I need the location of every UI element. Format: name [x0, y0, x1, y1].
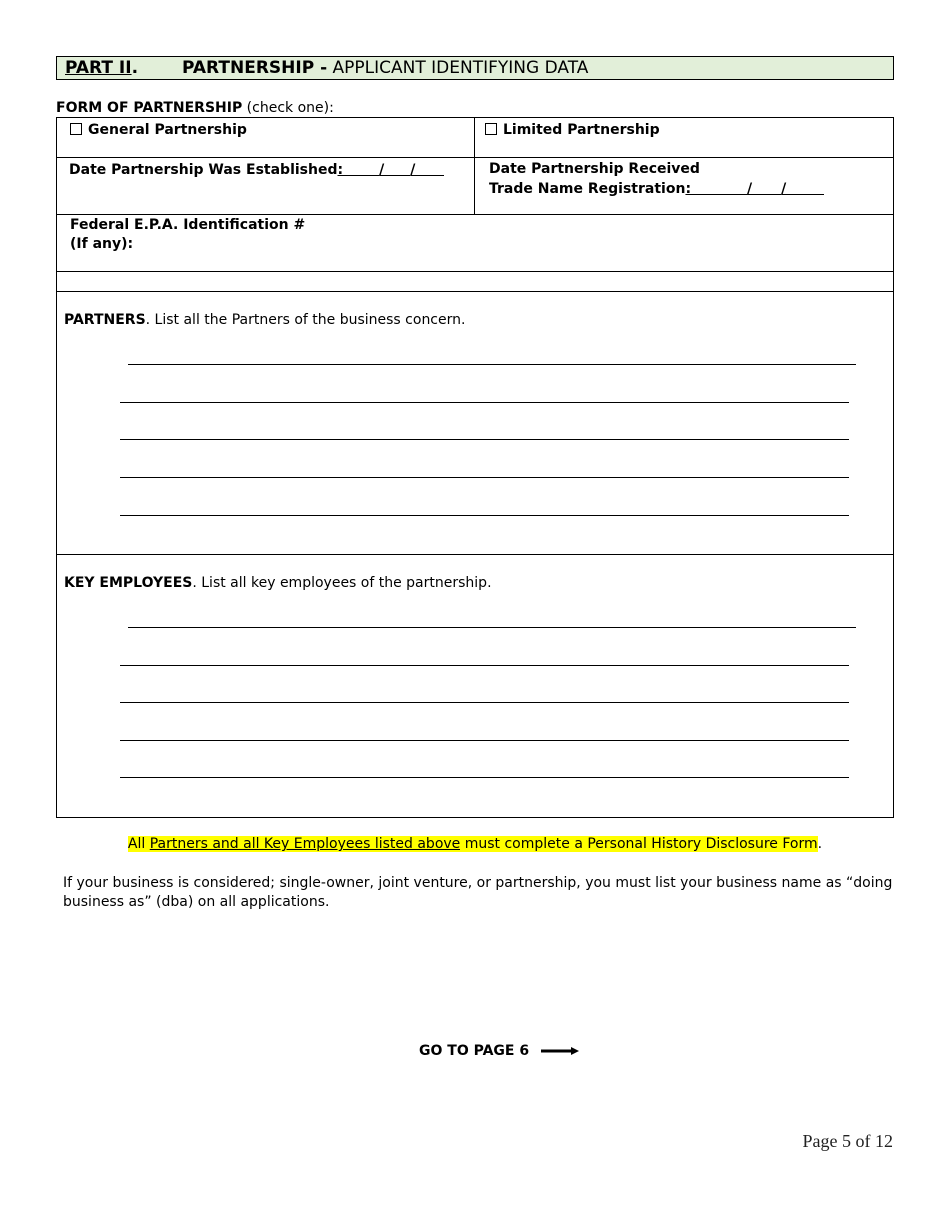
- key-employee-entry-line[interactable]: [128, 627, 856, 628]
- go-to-page-label: GO TO PAGE 6: [419, 1043, 530, 1059]
- dba-instructions: If your business is considered; single-owner, joint venture, or partnership, you must list your business name as “doing business as” (dba) on all applications.: [63, 875, 893, 910]
- limited-partnership-option[interactable]: Limited Partnership: [485, 121, 660, 140]
- general-partnership-checkbox[interactable]: [70, 123, 82, 135]
- key-employees-label: KEY EMPLOYEES. List all key employees of the partnership.: [64, 575, 492, 591]
- partner-entry-line[interactable]: [120, 477, 849, 478]
- partner-entry-line[interactable]: [120, 515, 849, 516]
- partner-entry-line[interactable]: [120, 402, 849, 403]
- row-divider: [56, 214, 894, 215]
- row-divider: [56, 291, 894, 292]
- epa-id-label: Federal E.P.A. Identification #: [70, 217, 306, 233]
- page-number: Page 5 of 12: [802, 1131, 893, 1151]
- key-employee-entry-line[interactable]: [120, 702, 849, 703]
- key-employee-entry-line[interactable]: [120, 740, 849, 741]
- partners-label: PARTNERS. List all the Partners of the business concern.: [64, 312, 466, 328]
- limited-partnership-checkbox[interactable]: [485, 123, 497, 135]
- date-received-field[interactable]: Date Partnership Received Trade Name Registration: / /: [489, 160, 824, 199]
- date-received-label-line2: Trade Name Registration: [489, 181, 686, 197]
- form-of-partnership-label: FORM OF PARTNERSHIP (check one):: [56, 100, 334, 116]
- row-divider: [56, 157, 894, 158]
- row-divider: [56, 554, 894, 555]
- column-divider: [474, 117, 475, 215]
- key-employee-entry-line[interactable]: [120, 777, 849, 778]
- row-divider: [56, 271, 894, 272]
- part-title: PARTNERSHIP - APPLICANT IDENTIFYING DATA: [182, 58, 589, 78]
- general-partnership-option[interactable]: General Partnership: [70, 121, 247, 140]
- date-established-field[interactable]: Date Partnership Was Established: / /: [69, 160, 444, 180]
- part-header: [56, 56, 894, 80]
- partner-entry-line[interactable]: [120, 439, 849, 440]
- disclosure-notice: All Partners and all Key Employees listed above must complete a Personal History Disclosure Form.: [127, 836, 823, 852]
- go-to-page-link[interactable]: [419, 1043, 579, 1059]
- date-received-label-line1: Date Partnership Received: [489, 161, 700, 177]
- key-employee-entry-line[interactable]: [120, 665, 849, 666]
- partner-entry-line[interactable]: [128, 364, 856, 365]
- part-label: PART II.: [65, 58, 139, 78]
- epa-id-field[interactable]: [70, 216, 305, 254]
- epa-id-if-any: (If any):: [70, 236, 134, 252]
- arrow-right-icon: [541, 1046, 579, 1056]
